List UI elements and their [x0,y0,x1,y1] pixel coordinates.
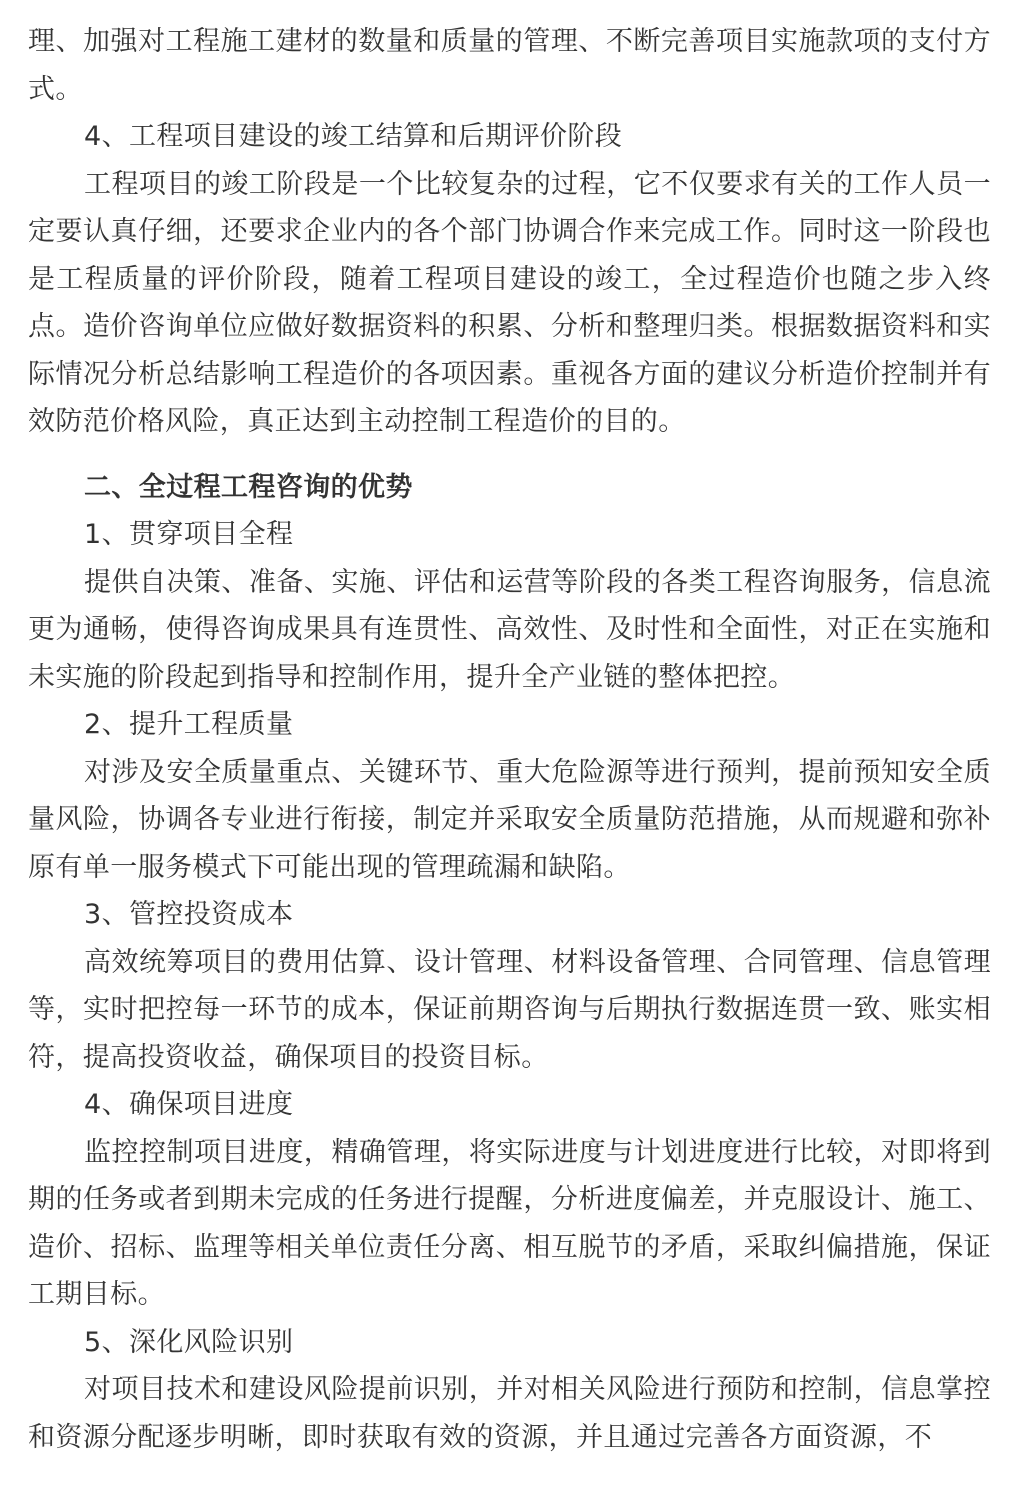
subheading-advantage-4: 4、确保项目进度 [84,1089,294,1120]
subheading-advantage-5: 5、深化风险识别 [84,1326,294,1358]
subheading-advantage-1: 1、贯穿项目全程 [84,519,294,550]
paragraph-advantage-5: 对项目技术和建设风险提前识别，并对相关风险进行预防和控制，信息掌控和资源分配逐步明晰，即时获取有效的资源，并且通过完善各方面资源，不 [28,1374,991,1453]
section-heading-advantages: 二、全过程工程咨询的优势 [84,471,413,503]
paragraph-advantage-1: 提供自决策、准备、实施、评估和运营等阶段的各类工程咨询服务，信息流更为通畅，使得咨询成果具有连贯性、高效性、及时性和全面性，对正在实施和未实施的阶段起到指导和控制作用，提升全产业链的整体把控。 [28,566,991,693]
paragraph-advantage-3: 高效统筹项目的费用估算、设计管理、材料设备管理、合同管理、信息管理等，实时把控每一环节的成本，保证前期咨询与后期执行数据连贯一致、账实相符，提高投资收益，确保项目的投资目标。 [28,946,991,1073]
paragraph-continued: 理、加强对工程施工建材的数量和质量的管理、不断完善项目实施款项的支付方式。 [28,26,991,105]
paragraph-completion-stage: 工程项目的竣工阶段是一个比较复杂的过程，它不仅要求有关的工作人员一定要认真仔细，还要求企业内的各个部门协调合作来完成工作。同时这一阶段也是工程质量的评价阶段，随着工程项目建设的竣工，全过程造价也随之步入终点。造价咨询单位应做好数据资料的积累、分析和整理归类。根据数据资料和实际情况分析总结影响工程造价的各项因素。重视各方面的建议分析造价控制并有效防范价格风险，真正达到主动控制工程造价的目的。 [28,168,991,437]
subheading-completion-stage: 4、工程项目建设的竣工结算和后期评价阶段 [84,121,623,152]
paragraph-advantage-2: 对涉及安全质量重点、关键环节、重大危险源等进行预判，提前预知安全质量风险，协调各专业进行衔接，制定并采取安全质量防范措施，从而规避和弥补原有单一服务模式下可能出现的管理疏漏和缺陷。 [28,756,991,883]
subheading-advantage-3: 3、管控投资成本 [84,899,294,930]
paragraph-advantage-4: 监控控制项目进度，精确管理，将实际进度与计划进度进行比较，对即将到期的任务或者到期未完成的任务进行提醒，分析进度偏差，并克服设计、施工、造价、招标、监理等相关单位责任分离、相互脱节的矛盾，采取纠偏措施，保证工期目标。 [28,1136,991,1310]
subheading-advantage-2: 2、提升工程质量 [84,709,294,740]
